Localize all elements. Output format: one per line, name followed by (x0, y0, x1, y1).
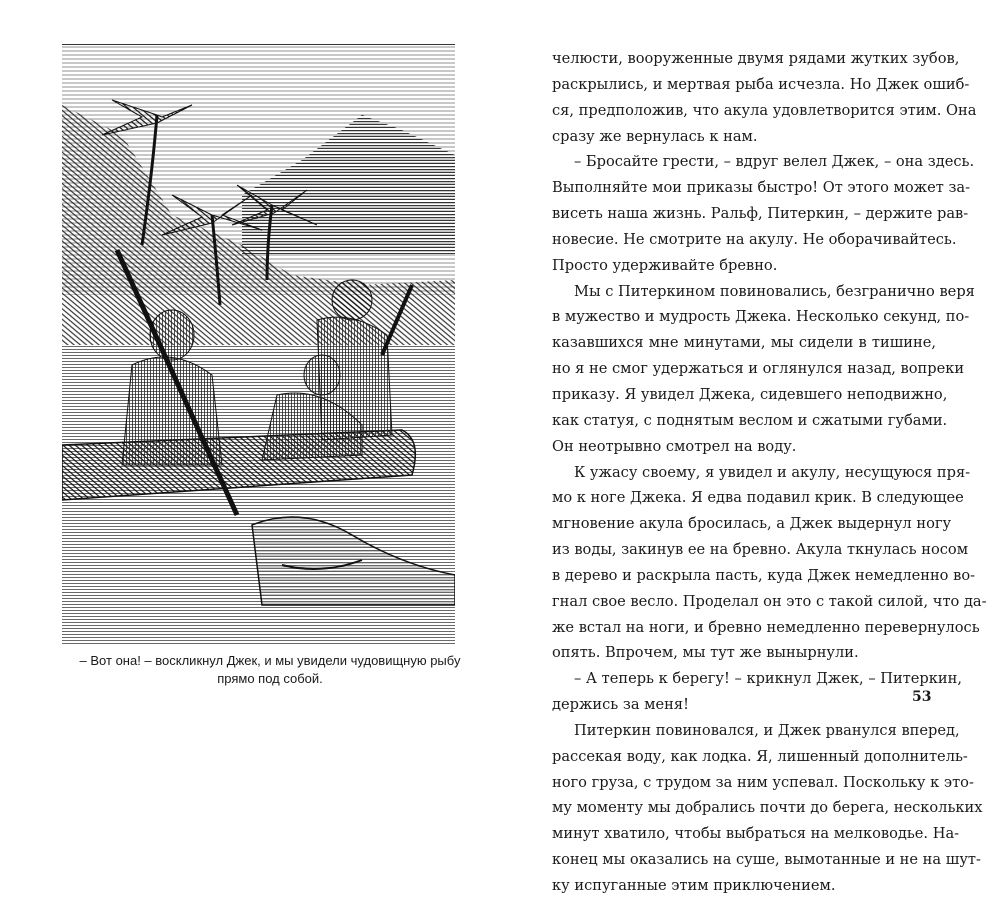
text-line: опять. Впрочем, мы тут же вынырнули. (552, 644, 859, 662)
text-line: ного груза, с трудом за ним успевал. Поскольку к это- (552, 773, 974, 791)
text-line: приказу. Я увидел Джека, сидевшего неподвижно, (552, 385, 948, 403)
text-line: мгновение акула бросилась, а Джек выдернул ногу (552, 515, 952, 533)
text-line: ся, предположив, что акула удовлетворится этим. Она (552, 101, 977, 119)
text-line: держись за меня! (552, 696, 689, 714)
text-line: – А теперь к берегу! – крикнул Джек, – Питеркин, (574, 670, 962, 688)
text-line: му моменту мы добрались почти до берега, нескольких (552, 799, 983, 817)
text-line: же встал на ноги, и бревно немедленно перевернулось (552, 618, 980, 636)
text-line: – Бросайте грести, – вдруг велел Джек, – она здесь. (574, 153, 975, 171)
engraving-image (62, 44, 455, 645)
body-text (552, 46, 987, 899)
text-line: из воды, закинув ее на бревно. Акула ткнулась носом (552, 541, 969, 559)
text-line: Он неотрывно смотрел на воду. (552, 437, 797, 455)
illustration-caption (40, 652, 500, 688)
text-line: челюсти, вооруженные двумя рядами жутких зубов, (552, 50, 960, 67)
text-line: Мы с Питеркином повиновались, безгранично веря (574, 282, 975, 300)
text-line: Просто удерживайте бревно. (552, 256, 778, 274)
text-line: ку испуганные этим приключением. (552, 877, 836, 894)
text-line: конец мы оказались на суше, вымотанные и не на шут- (552, 851, 981, 869)
text-line: рассекая воду, как лодка. Я, лишенный дополнитель- (552, 747, 968, 765)
text-line: Питеркин повиновался, и Джек рванулся вперед, (574, 721, 960, 739)
caption-line: – Вот она! – воскликнул Джек, и мы увидели чудовищную рыбу (79, 653, 461, 668)
text-line: мо к ноге Джека. Я едва подавил крик. В следующее (552, 489, 964, 507)
text-line: казавшихся мне минутами, мы сидели в тишине, (552, 334, 936, 352)
text-line: висеть наша жизнь. Ральф, Питеркин, – держите рав- (552, 205, 969, 223)
text-line: новесие. Не смотрите на акулу. Не оборачивайтесь. (552, 230, 957, 248)
text-line: К ужасу своему, я увидел и акулу, несущуюся пря- (574, 463, 971, 481)
text-line: раскрылись, и мертвая рыба исчезла. Но Джек ошиб- (552, 75, 970, 93)
text-line: сразу же вернулась к нам. (552, 127, 758, 145)
text-line: но я не смог удержаться и оглянулся назад, вопреки (552, 360, 965, 378)
page-number: 53 (912, 689, 932, 705)
text-line: в мужество и мудрость Джека. Несколько секунд, по- (552, 308, 970, 326)
text-line: минут хватило, чтобы выбраться на мелководье. На- (552, 825, 960, 843)
text-line: гнал свое весло. Проделал он это с такой силой, что да- (552, 592, 987, 610)
illustration (62, 44, 455, 644)
text-line: в дерево и раскрыла пасть, куда Джек немедленно во- (552, 566, 976, 584)
text-line: как статуя, с поднятым веслом и сжатыми губами. (552, 411, 948, 429)
caption-line: прямо под собой. (217, 671, 323, 686)
text-line: Выполняйте мои приказы быстро! От этого может за- (552, 179, 971, 197)
